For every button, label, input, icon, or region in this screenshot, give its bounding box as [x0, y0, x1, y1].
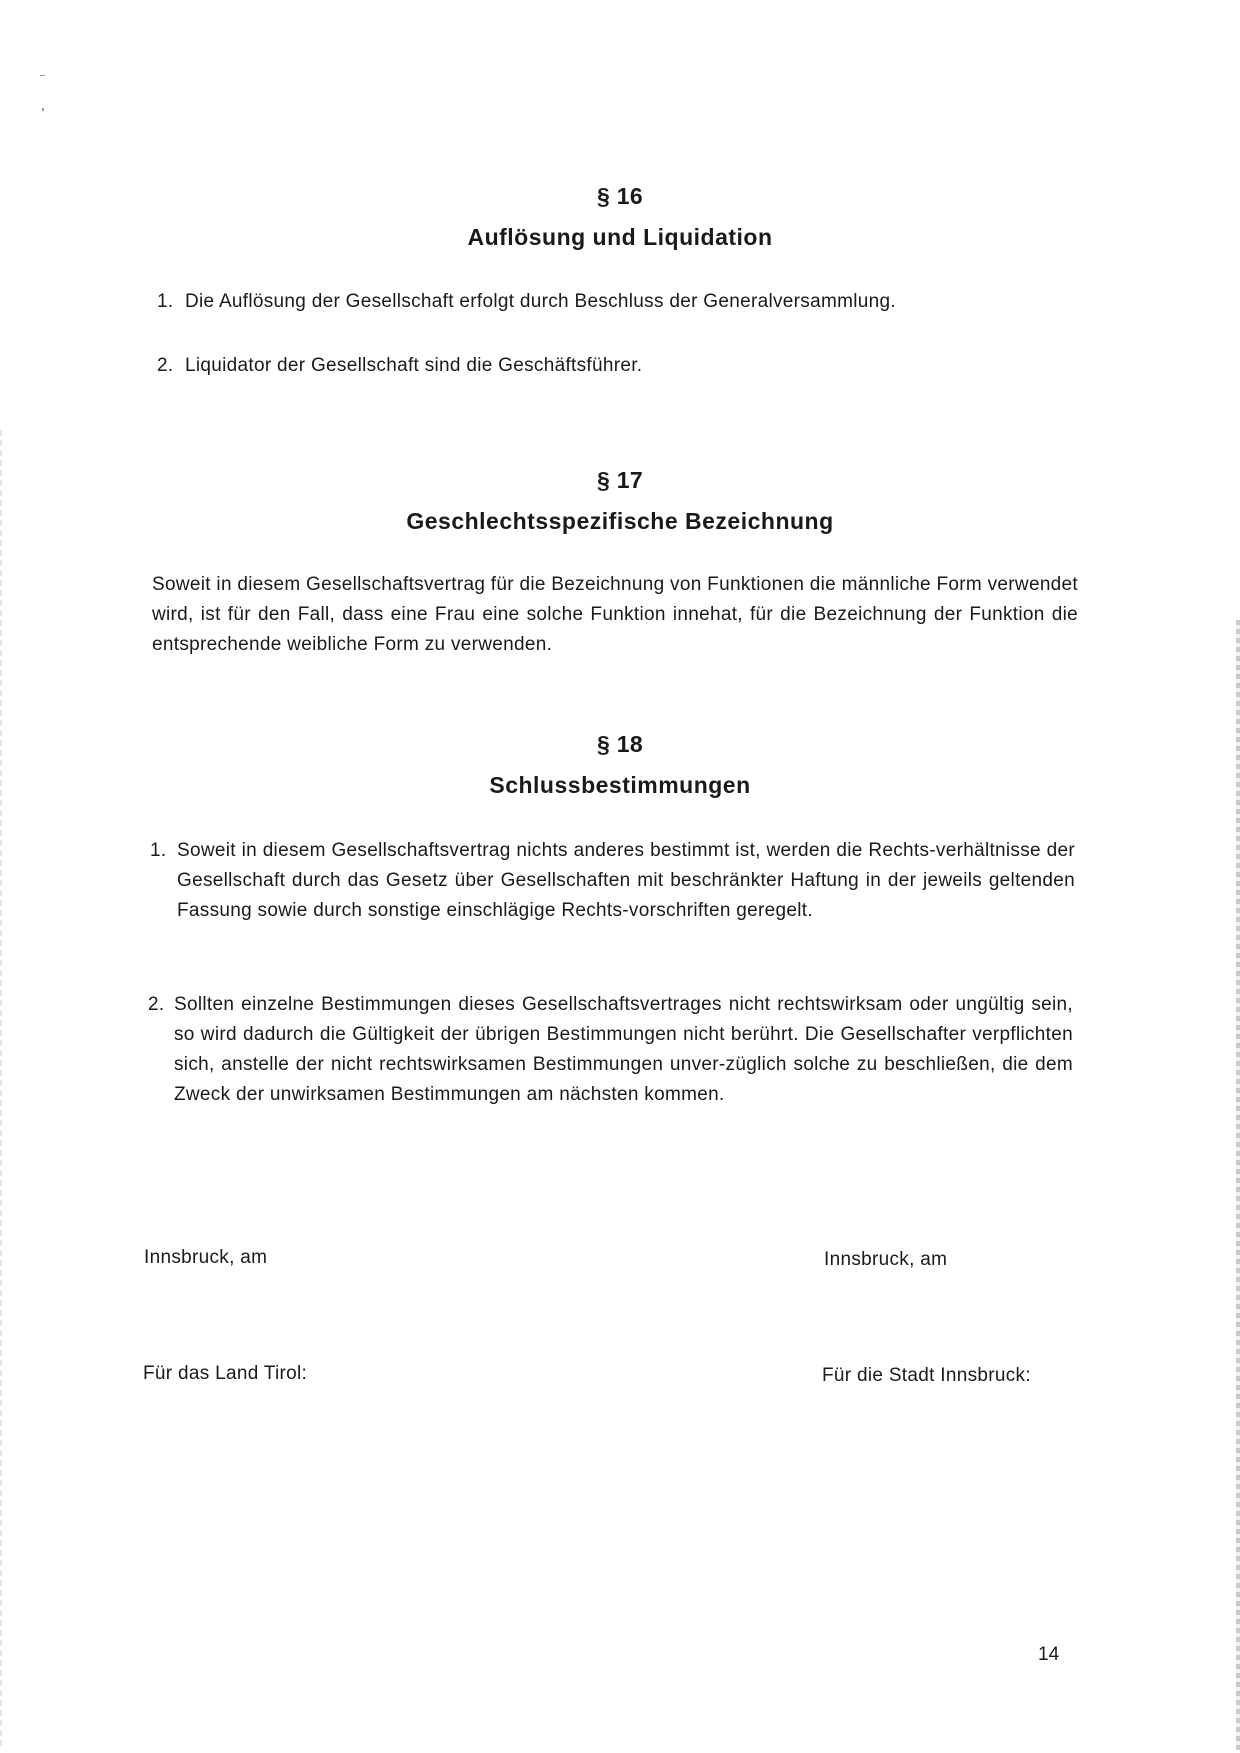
page-number: 14 [1038, 1644, 1060, 1665]
signature-right-party: Für die Stadt Innsbruck: [822, 1365, 1031, 1386]
list-item [157, 287, 1057, 317]
list-item-number: 2. [157, 355, 174, 376]
list-item [157, 351, 1057, 381]
list-item-text: Soweit in diesem Gesellschaftsvertrag nichts anderes bestimmt ist, werden die Rechts-verhältnisse der Gesellschaft durch das Gesetz über Gesellschaften mit beschränkter Haftung in der jeweils geltenden Fassung sowie durch sonstige einschlägige Rechts-vorschriften geregelt. [177, 840, 1075, 921]
section-16-number: § 16 [597, 183, 643, 209]
section-18-number: § 18 [597, 731, 643, 757]
section-17-title: Geschlechtsspezifische Bezeichnung [406, 508, 834, 534]
section-18-title: Schlussbestimmungen [489, 772, 751, 798]
scan-speck [40, 75, 45, 76]
list-item-text: Sollten einzelne Bestimmungen dieses Gesellschaftsvertrages nicht rechtswirksam oder ungültig sein, so wird dadurch die Gültigkeit der übrigen Bestimmungen nicht berührt. Die Gesellschafter verpflichten sich, anstelle der nicht rechtswirksamen Bestimmungen unver-züglich solche zu beschließen, die dem Zweck der unwirksamen Bestimmungen am nächsten kommen. [174, 994, 1073, 1105]
list-item-number: 1. [150, 840, 167, 861]
section-17-number: § 17 [597, 467, 643, 493]
list-item [150, 836, 1075, 958]
signature-left-place: Innsbruck, am [144, 1247, 268, 1268]
section-16-title: Auflösung und Liquidation [467, 224, 773, 250]
signature-left-party: Für das Land Tirol: [143, 1363, 308, 1384]
signature-right-place: Innsbruck, am [824, 1249, 948, 1270]
list-item-text: Liquidator der Gesellschaft sind die Geschäftsführer. [185, 355, 643, 376]
scan-speck [42, 108, 44, 111]
list-item-number: 1. [157, 291, 174, 312]
list-item-number: 2. [148, 994, 165, 1015]
section-17-paragraph: Soweit in diesem Gesellschaftsvertrag für die Bezeichnung von Funktionen die männliche Form verwendet wird, ist für den Fall, dass eine Frau eine solche Funktion innehat, für die Bezeichnung der Funktion die entsprechende weibliche Form zu verwenden. [152, 574, 1078, 655]
list-item [148, 990, 1073, 1145]
scan-edge-left [0, 430, 2, 1750]
list-item-text: Die Auflösung der Gesellschaft erfolgt durch Beschluss der Generalversammlung. [185, 291, 896, 312]
